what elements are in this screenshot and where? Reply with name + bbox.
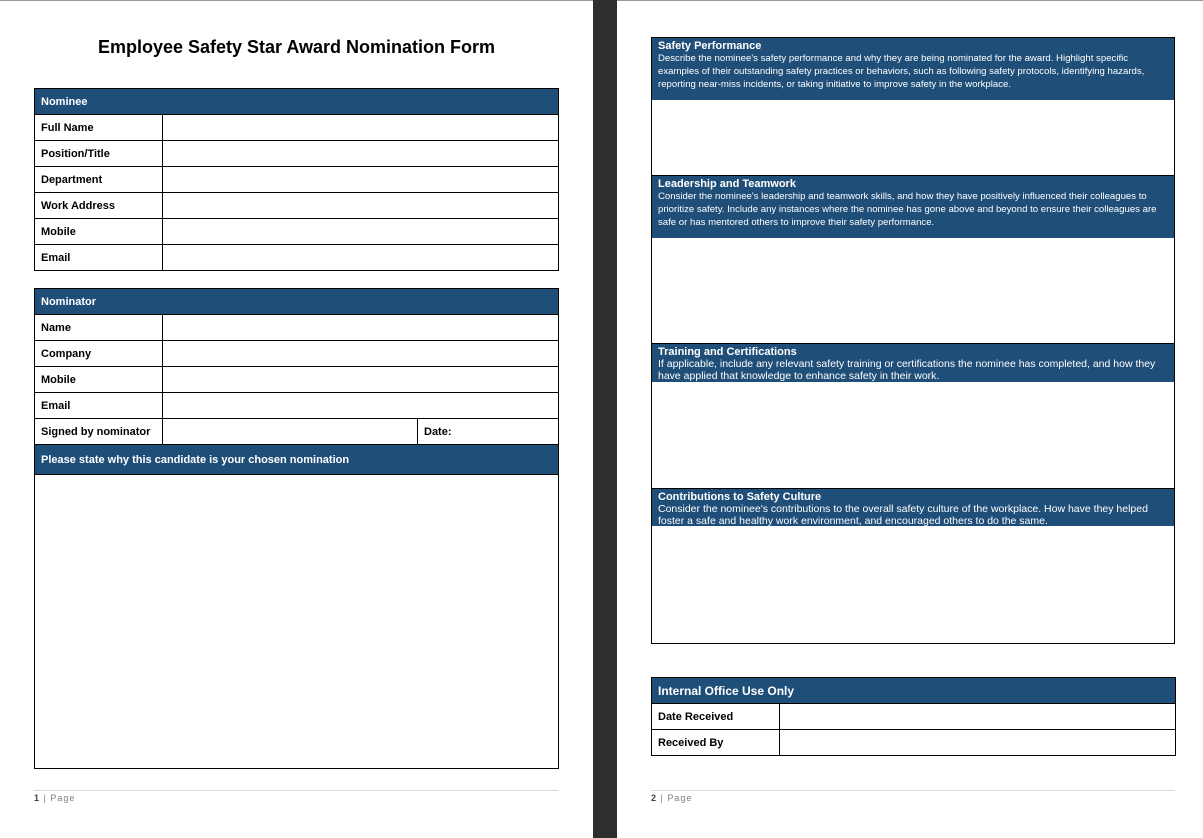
form-title: Employee Safety Star Award Nomination Form bbox=[97, 37, 496, 57]
field-label-nominator-mobile: Mobile bbox=[35, 367, 163, 393]
page-footer bbox=[651, 790, 1175, 803]
footer-separator: | bbox=[40, 793, 51, 803]
office-use-heading: Internal Office Use Only bbox=[652, 678, 1176, 704]
section-header bbox=[652, 344, 1174, 382]
leadership-teamwork-textarea[interactable] bbox=[652, 238, 1174, 344]
signature-input[interactable] bbox=[163, 419, 418, 445]
field-label-work-address: Work Address bbox=[35, 193, 163, 219]
company-input[interactable] bbox=[163, 341, 559, 367]
section-title: Training and Certifications bbox=[658, 346, 797, 358]
safety-performance-textarea[interactable] bbox=[652, 100, 1174, 176]
field-label-position: Position/Title bbox=[35, 141, 163, 167]
field-label-nominator-name: Name bbox=[35, 315, 163, 341]
full-name-input[interactable] bbox=[163, 115, 559, 141]
reason-heading: Please state why this candidate is your chosen nomination bbox=[35, 445, 559, 475]
page-number: 2 bbox=[651, 793, 658, 803]
reason-textarea[interactable] bbox=[35, 475, 559, 769]
field-label-company: Company bbox=[35, 341, 163, 367]
nominator-email-input[interactable] bbox=[163, 393, 559, 419]
field-label-nominee-mobile: Mobile bbox=[35, 219, 163, 245]
work-address-input[interactable] bbox=[163, 193, 559, 219]
field-label-department: Department bbox=[35, 167, 163, 193]
footer-page-word: Page bbox=[667, 793, 693, 803]
footer-page-word: Page bbox=[50, 793, 76, 803]
section-description: Consider the nominee's leadership and teamwork skills, and how they have positively influenced their colleagues to prioritize safety. Include any instances where the nominee has gone above and beyond to ensure their colleagues are safe or has mentored others to improve their safety performance. bbox=[658, 191, 1157, 228]
page-1 bbox=[0, 0, 593, 838]
nominee-mobile-input[interactable] bbox=[163, 219, 559, 245]
safety-culture-textarea[interactable] bbox=[652, 526, 1174, 643]
page-2 bbox=[617, 0, 1203, 838]
footer-separator: | bbox=[657, 793, 668, 803]
section-header bbox=[652, 489, 1174, 526]
date-received-input[interactable] bbox=[780, 704, 1176, 730]
nominator-name-input[interactable] bbox=[163, 315, 559, 341]
training-certifications-textarea[interactable] bbox=[652, 382, 1174, 489]
nominator-heading: Nominator bbox=[35, 289, 559, 315]
safety-culture-section bbox=[651, 488, 1175, 644]
field-label-date-received: Date Received bbox=[652, 704, 780, 730]
safety-performance-section bbox=[651, 37, 1175, 176]
page-gutter bbox=[593, 0, 617, 838]
nominator-mobile-input[interactable] bbox=[163, 367, 559, 393]
section-description: If applicable, include any relevant safety training or certifications the nominee has completed, and how they have applied that knowledge to enhance safety in their work. bbox=[658, 358, 1156, 382]
page-footer bbox=[34, 790, 558, 803]
section-description: Describe the nominee's safety performance and why they are being nominated for the award. Highlight specific examples of their outstanding safety practices or behaviors, such as following safety protocols, identifying hazards, reporting near-miss incidents, or taking initiative to improve safety in the workplace. bbox=[658, 53, 1145, 90]
training-certifications-section bbox=[651, 343, 1175, 489]
date-field[interactable]: Date: bbox=[418, 419, 559, 445]
nominee-heading: Nominee bbox=[35, 89, 559, 115]
section-description: Consider the nominee's contributions to the overall safety culture of the workplace. How have they helped foster a safe and healthy work environment, and encouraged others to do the same. bbox=[658, 503, 1148, 526]
section-title: Safety Performance bbox=[658, 40, 762, 52]
field-label-signed: Signed by nominator bbox=[35, 419, 163, 445]
section-header bbox=[652, 176, 1174, 238]
field-label-full-name: Full Name bbox=[35, 115, 163, 141]
section-header bbox=[652, 38, 1174, 100]
field-label-received-by: Received By bbox=[652, 730, 780, 756]
nominee-email-input[interactable] bbox=[163, 245, 559, 271]
nominee-table bbox=[34, 88, 559, 271]
field-label-nominator-email: Email bbox=[35, 393, 163, 419]
section-title: Contributions to Safety Culture bbox=[658, 491, 822, 503]
position-input[interactable] bbox=[163, 141, 559, 167]
office-use-table bbox=[651, 677, 1176, 756]
nominator-table bbox=[34, 288, 559, 769]
field-label-nominee-email: Email bbox=[35, 245, 163, 271]
section-title: Leadership and Teamwork bbox=[658, 178, 796, 190]
leadership-teamwork-section bbox=[651, 175, 1175, 344]
page-number: 1 bbox=[34, 793, 41, 803]
received-by-input[interactable] bbox=[780, 730, 1176, 756]
department-input[interactable] bbox=[163, 167, 559, 193]
